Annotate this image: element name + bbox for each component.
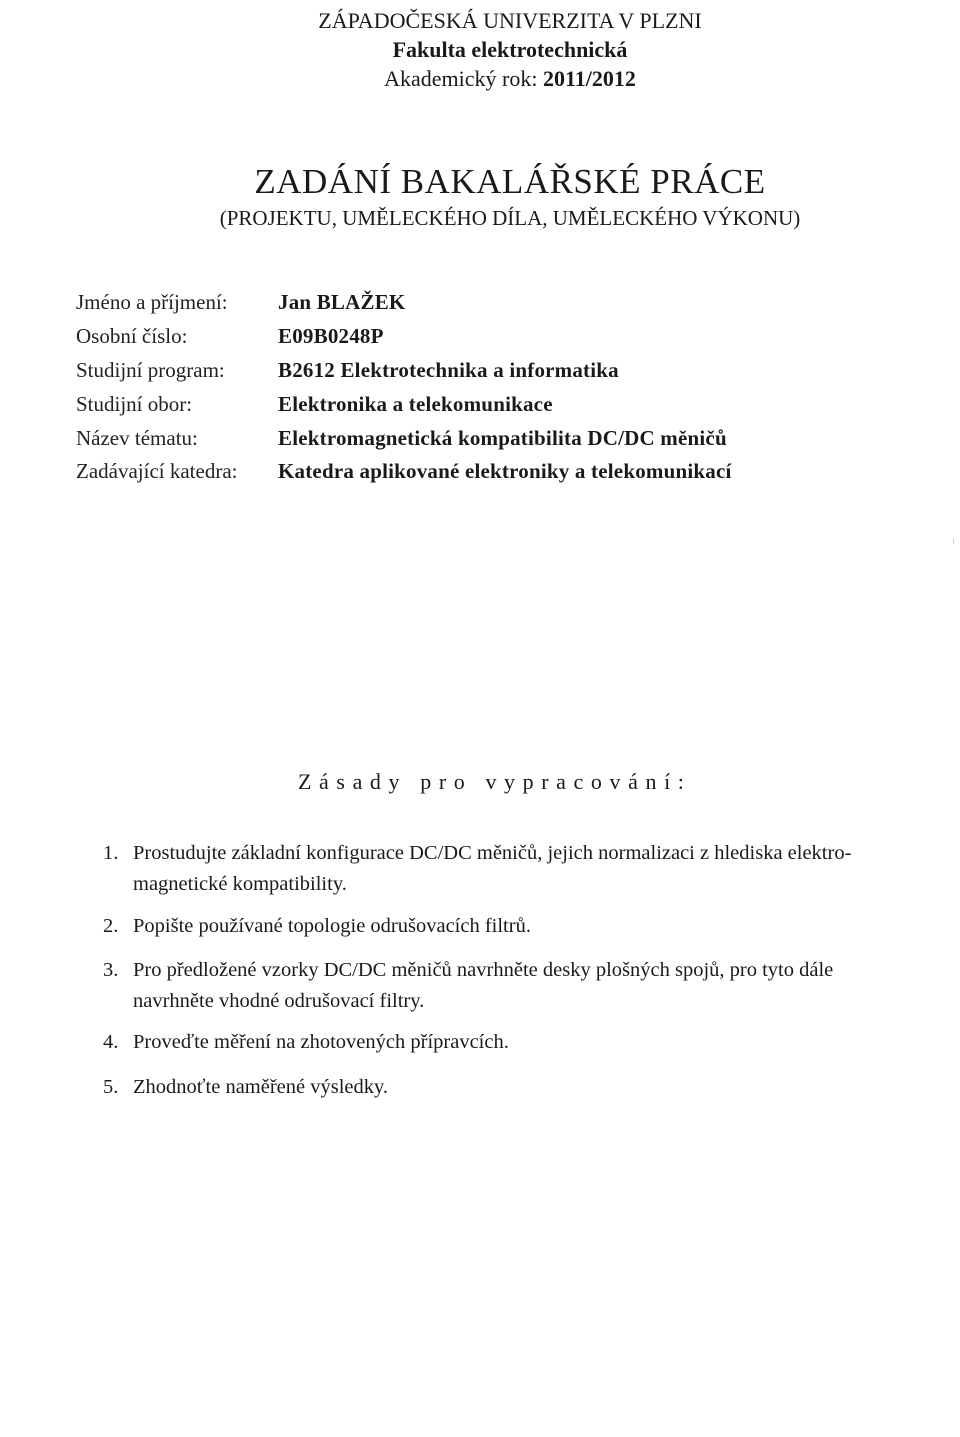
info-label: Zadávající katedra:	[76, 459, 238, 484]
info-value: B2612 Elektrotechnika a informatika	[278, 357, 619, 382]
faculty-name: Fakulta elektrotechnická	[392, 37, 628, 62]
task-number: 2.	[103, 915, 119, 937]
title-block	[0, 160, 960, 232]
info-value: Katedra aplikované elektroniky a telekomunikací	[278, 459, 732, 484]
task-line: Zhodnoťte naměřené výsledky.	[133, 1076, 389, 1098]
task-text	[133, 838, 953, 900]
academic-year	[0, 64, 960, 93]
task-number: 5.	[103, 1076, 119, 1098]
academic-year-label: Akademický rok:	[384, 66, 538, 91]
task-line: Popište používané topologie odrušovacích filtrů.	[133, 915, 531, 937]
info-label: Jméno a příjmení:	[76, 290, 228, 315]
task-line: navrhněte vhodné odrušovací filtry.	[133, 990, 425, 1012]
academic-year-value: 2011/2012	[542, 66, 636, 91]
info-label: Studijní program:	[76, 357, 225, 382]
info-row-department	[76, 455, 896, 489]
info-value: Elektronika a telekomunikace	[278, 391, 553, 416]
info-value: Jan BLAŽEK	[278, 290, 406, 315]
task-line: Prostudujte základní konfigurace DC/DC měničů, jejich normalizaci z hlediska elektro-	[133, 842, 852, 864]
info-row-topic	[76, 421, 896, 455]
task-text	[133, 1072, 953, 1103]
task-line: magnetické kompatibility.	[133, 873, 347, 895]
task-line: Pro předložené vzorky DC/DC měničů navrhněte desky plošných spojů, pro tyto dále	[133, 959, 834, 981]
university-name: ZÁPADOČESKÁ UNIVERZITA V PLZNI	[318, 8, 702, 33]
info-label: Studijní obor:	[76, 391, 193, 416]
info-row-personal-number	[76, 320, 896, 354]
info-label: Osobní číslo:	[76, 324, 188, 349]
document-subtitle: (PROJEKTU, UMĚLECKÉHO DÍLA, UMĚLECKÉHO VÝKONU)	[219, 206, 801, 230]
student-info	[76, 286, 896, 489]
scan-artifact	[953, 538, 954, 544]
info-row-name	[76, 286, 896, 320]
info-value: Elektromagnetická kompatibilita DC/DC měničů	[278, 425, 727, 450]
task-text	[133, 955, 953, 1017]
info-label: Název tématu:	[76, 425, 198, 450]
info-row-study-program	[76, 354, 896, 388]
principles-heading: Zásady pro vypracování:	[298, 769, 692, 794]
task-number: 4.	[103, 1031, 119, 1053]
task-text	[133, 1027, 953, 1058]
info-row-study-field	[76, 387, 896, 421]
info-value: E09B0248P	[278, 324, 384, 349]
document-header	[0, 6, 960, 93]
task-number: 1.	[103, 842, 119, 864]
task-number: 3.	[103, 959, 119, 981]
task-text	[133, 911, 953, 942]
document-title: ZADÁNÍ BAKALÁŘSKÉ PRÁCE	[254, 162, 766, 201]
task-line: Proveďte měření na zhotovených přípravcích.	[133, 1031, 509, 1053]
